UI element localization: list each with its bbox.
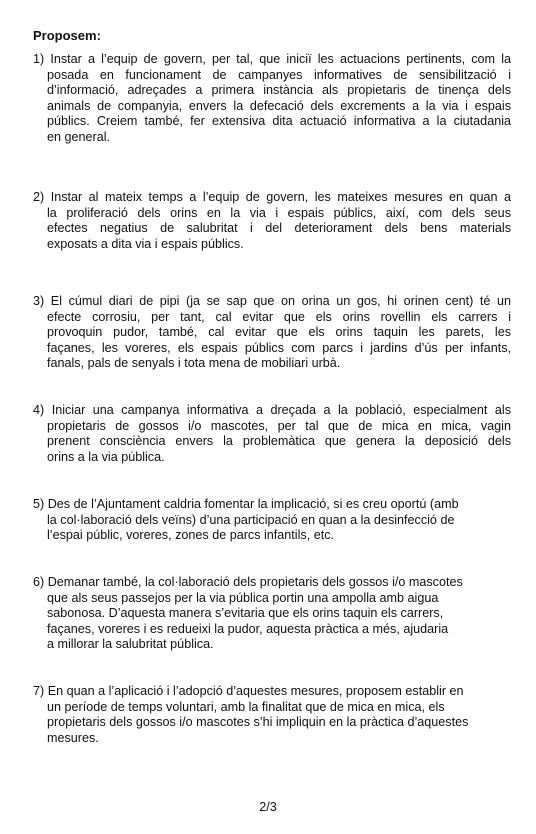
text-line: provoquin pudor, també, cal evitar que els orins taquin les parets, les bbox=[47, 325, 511, 340]
proposal-item-4 bbox=[33, 403, 511, 465]
text-line: 3) El cúmul diari de pipi (ja se sap que on orina un gos, hi orinen cent) té un bbox=[33, 294, 511, 308]
text-line: mesures. bbox=[47, 730, 99, 745]
text-line: la proliferació dels orins en la via i espais públics, així, com dels seus bbox=[47, 205, 511, 220]
text-line: efectes negatius de salubritat i del deteriorament dels bens materials bbox=[47, 221, 511, 236]
text-line: propietaris dels gossos i/o mascotes s’hi impliquin en la pràctica d’aquestes bbox=[47, 715, 469, 730]
text-line: 2) Instar al mateix temps a l’equip de govern, les mateixes mesures en quan a bbox=[33, 190, 511, 204]
text-line: façanes, les voreres, els espais públics com parcs i jardins d’ús per infants, bbox=[47, 340, 511, 355]
proposal-item-2 bbox=[33, 190, 511, 252]
text-line: animals de companyia, envers la defecació dels excrements a la via i espais bbox=[47, 98, 511, 113]
section-heading: Proposem: bbox=[33, 28, 101, 43]
proposal-item-7 bbox=[33, 684, 511, 746]
text-line: efecte corrosiu, per tant, cal evitar que els orins rovellin els carrers i bbox=[47, 309, 511, 324]
text-line: públics. Creiem també, fer extensiva dita actuació informativa a la ciutadania bbox=[47, 114, 511, 129]
text-line: 7) En quan a l’aplicació i l’adopció d’aquestes mesures, proposem establir en bbox=[33, 684, 464, 698]
proposal-item-6 bbox=[33, 575, 511, 653]
text-line: orins a la via pública. bbox=[47, 449, 165, 464]
text-line: propietaris de gossos i/o mascotes, per tal que de mica en mica, vagin bbox=[47, 418, 511, 433]
text-line: sabonosa. D’aquesta manera s’evitaria que els orins taquin els carrers, bbox=[47, 606, 444, 621]
text-line: façanes, voreres i es redueixi la pudor, aquesta pràctica a més, ajudaria bbox=[47, 621, 449, 636]
proposal-item-3 bbox=[33, 294, 511, 372]
text-line: posada en funcionament de campanyes informatives de sensibilització i bbox=[47, 67, 511, 82]
text-line: 5) Des de l’Ajuntament caldria fomentar la implicació, si es creu oportú (amb bbox=[33, 497, 459, 511]
text-line: 6) Demanar també, la col·laboració dels propietaris dels gossos i/o mascotes bbox=[33, 575, 463, 589]
text-line: que als seus passejos per la via pública portin una ampolla amb aigua bbox=[47, 590, 439, 605]
text-line: a millorar la salubritat pública. bbox=[47, 637, 214, 652]
text-line: fanals, pals de senyals i tota mena de mobiliari urbà. bbox=[47, 356, 341, 371]
text-line: la col·laboració dels veïns) d’una participació en quan a la desinfecció de bbox=[47, 512, 455, 527]
text-line: 1) Instar a l’equip de govern, per tal, que iniciï les actuacions pertinents, com la bbox=[33, 52, 511, 66]
text-line: d’informació, adreçades a primera instància als propietaris de tinença dels bbox=[47, 83, 511, 98]
text-line: en general. bbox=[47, 129, 111, 144]
text-line: l’espai públic, voreres, zones de parcs infantils, etc. bbox=[47, 528, 334, 543]
text-line: exposats a dita via i espais públics. bbox=[47, 236, 244, 251]
text-line: 4) Iniciar una campanya informativa a dreçada a la població, especialment als bbox=[33, 403, 511, 417]
proposal-item-1 bbox=[33, 52, 511, 146]
text-line: un període de temps voluntari, amb la finalitat que de mica en mica, els bbox=[47, 699, 445, 714]
proposal-item-5 bbox=[33, 497, 511, 544]
page-number: 2/3 bbox=[259, 800, 277, 814]
text-line: prenent consciència envers la problemàtica que genera la deposició dels bbox=[47, 434, 511, 449]
